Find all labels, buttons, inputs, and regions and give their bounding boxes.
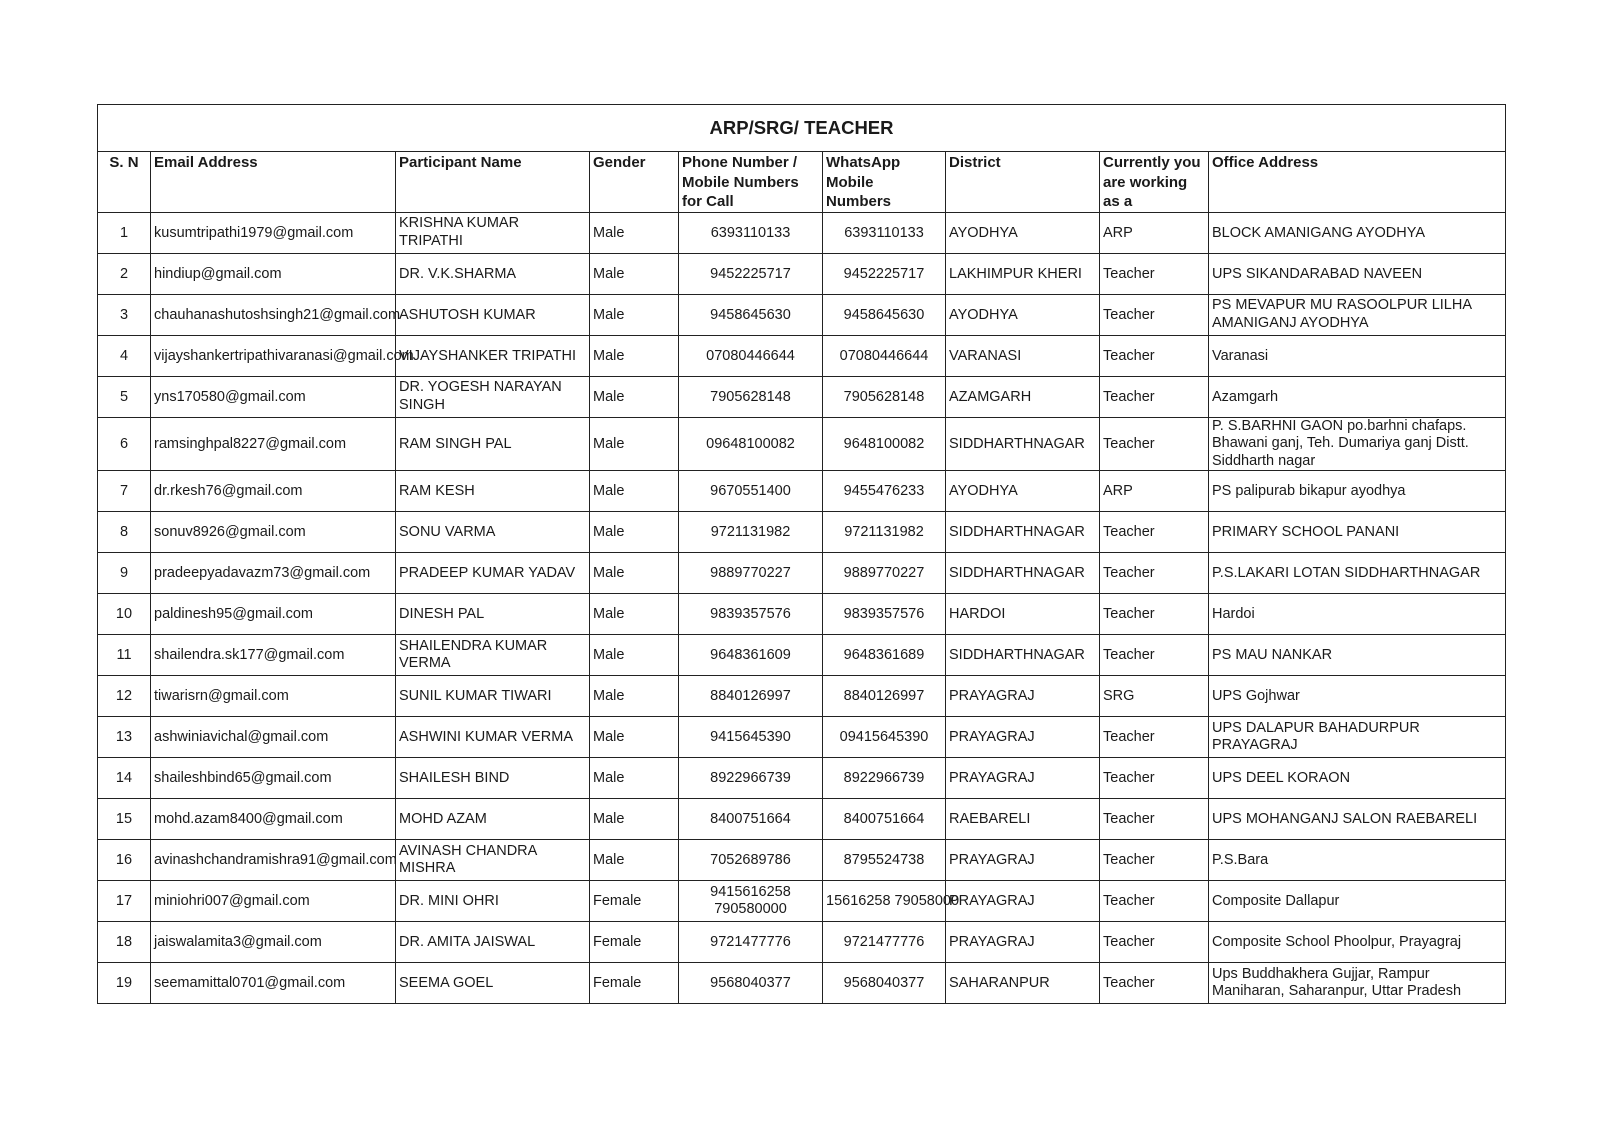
table-row [98,922,1506,963]
cell-district: SIDDHARTHNAGAR [946,417,1100,471]
table-row [98,376,1506,417]
cell-gender: Male [590,335,679,376]
cell-email: miniohri007@gmail.com [151,881,396,922]
cell-phone: 8400751664 [679,799,823,840]
cell-working: Teacher [1100,799,1209,840]
cell-gender: Male [590,840,679,881]
cell-sn: 13 [98,717,151,758]
cell-office: P.S.LAKARI LOTAN SIDDHARTHNAGAR [1209,553,1506,594]
cell-name: DINESH PAL [396,594,590,635]
cell-working: Teacher [1100,417,1209,471]
cell-sn: 8 [98,512,151,553]
cell-working: Teacher [1100,758,1209,799]
cell-gender: Male [590,212,679,253]
cell-sn: 11 [98,635,151,676]
cell-office: Varanasi [1209,335,1506,376]
cell-sn: 14 [98,758,151,799]
table-row [98,594,1506,635]
cell-name: ASHUTOSH KUMAR [396,294,590,335]
cell-gender: Male [590,376,679,417]
table-row [98,471,1506,512]
cell-phone: 9889770227 [679,553,823,594]
cell-gender: Male [590,635,679,676]
cell-whatsapp: 9452225717 [823,253,946,294]
cell-sn: 18 [98,922,151,963]
table-row [98,881,1506,922]
cell-office: PS palipurab bikapur ayodhya [1209,471,1506,512]
cell-district: PRAYAGRAJ [946,676,1100,717]
header-working: Currently you are working as a [1100,152,1209,213]
cell-name: DR. V.K.SHARMA [396,253,590,294]
cell-phone: 9458645630 [679,294,823,335]
cell-gender: Male [590,717,679,758]
cell-name: MOHD AZAM [396,799,590,840]
cell-name: RAM KESH [396,471,590,512]
cell-sn: 1 [98,212,151,253]
table-row [98,553,1506,594]
cell-sn: 3 [98,294,151,335]
cell-working: Teacher [1100,594,1209,635]
cell-sn: 6 [98,417,151,471]
cell-district: PRAYAGRAJ [946,717,1100,758]
cell-email: yns170580@gmail.com [151,376,396,417]
cell-sn: 7 [98,471,151,512]
cell-district: PRAYAGRAJ [946,840,1100,881]
cell-email: shaileshbind65@gmail.com [151,758,396,799]
cell-phone: 7052689786 [679,840,823,881]
cell-gender: Male [590,417,679,471]
cell-working: Teacher [1100,335,1209,376]
cell-phone: 9648361609 [679,635,823,676]
cell-working: SRG [1100,676,1209,717]
cell-district: LAKHIMPUR KHERI [946,253,1100,294]
header-email: Email Address [151,152,396,213]
cell-office: UPS DALAPUR BAHADURPUR PRAYAGRAJ [1209,717,1506,758]
table-row [98,799,1506,840]
cell-sn: 4 [98,335,151,376]
cell-email: ramsinghpal8227@gmail.com [151,417,396,471]
cell-gender: Male [590,471,679,512]
cell-whatsapp: 9455476233 [823,471,946,512]
cell-name: SONU VARMA [396,512,590,553]
table-row [98,253,1506,294]
cell-office: UPS MOHANGANJ SALON RAEBARELI [1209,799,1506,840]
cell-office: PRIMARY SCHOOL PANANI [1209,512,1506,553]
cell-phone: 9670551400 [679,471,823,512]
cell-gender: Male [590,553,679,594]
cell-sn: 2 [98,253,151,294]
cell-working: Teacher [1100,963,1209,1004]
header-name: Participant Name [396,152,590,213]
cell-whatsapp: 09415645390 [823,717,946,758]
cell-district: AYODHYA [946,294,1100,335]
header-row [98,152,1506,213]
table-row [98,512,1506,553]
cell-whatsapp: 9648100082 [823,417,946,471]
cell-office: Azamgarh [1209,376,1506,417]
table-row [98,335,1506,376]
cell-sn: 9 [98,553,151,594]
table-row [98,417,1506,471]
cell-district: AYODHYA [946,471,1100,512]
header-office: Office Address [1209,152,1506,213]
cell-email: paldinesh95@gmail.com [151,594,396,635]
cell-phone: 8922966739 [679,758,823,799]
cell-sn: 12 [98,676,151,717]
cell-email: mohd.azam8400@gmail.com [151,799,396,840]
cell-name: AVINASH CHANDRA MISHRA [396,840,590,881]
cell-whatsapp: 15616258 79058000 [823,881,946,922]
cell-name: SHAILENDRA KUMAR VERMA [396,635,590,676]
cell-gender: Female [590,881,679,922]
cell-whatsapp: 8922966739 [823,758,946,799]
table-row [98,758,1506,799]
cell-email: sonuv8926@gmail.com [151,512,396,553]
cell-name: DR. AMITA JAISWAL [396,922,590,963]
cell-office: BLOCK AMANIGANG AYODHYA [1209,212,1506,253]
cell-whatsapp: 6393110133 [823,212,946,253]
cell-working: Teacher [1100,881,1209,922]
cell-name: SEEMA GOEL [396,963,590,1004]
cell-whatsapp: 9648361689 [823,635,946,676]
header-whatsapp: WhatsApp Mobile Numbers [823,152,946,213]
cell-email: ashwiniavichal@gmail.com [151,717,396,758]
cell-email: chauhanashutoshsingh21@gmail.com [151,294,396,335]
cell-sn: 16 [98,840,151,881]
cell-whatsapp: 9721131982 [823,512,946,553]
table-row [98,635,1506,676]
cell-phone: 8840126997 [679,676,823,717]
cell-email: vijayshankertripathivaranasi@gmail.com [151,335,396,376]
cell-district: AYODHYA [946,212,1100,253]
cell-working: Teacher [1100,635,1209,676]
cell-district: PRAYAGRAJ [946,881,1100,922]
table-row [98,212,1506,253]
cell-phone: 9839357576 [679,594,823,635]
cell-district: PRAYAGRAJ [946,758,1100,799]
cell-district: RAEBARELI [946,799,1100,840]
cell-sn: 15 [98,799,151,840]
cell-email: dr.rkesh76@gmail.com [151,471,396,512]
cell-name: SUNIL KUMAR TIWARI [396,676,590,717]
cell-office: PS MAU NANKAR [1209,635,1506,676]
cell-whatsapp: 8400751664 [823,799,946,840]
cell-gender: Female [590,963,679,1004]
cell-working: Teacher [1100,294,1209,335]
header-phone: Phone Number / Mobile Numbers for Call [679,152,823,213]
participants-table [97,104,1506,1004]
cell-phone: 9721131982 [679,512,823,553]
cell-name: KRISHNA KUMAR TRIPATHI [396,212,590,253]
cell-working: ARP [1100,471,1209,512]
cell-gender: Male [590,594,679,635]
cell-phone: 9721477776 [679,922,823,963]
sheet-title: ARP/SRG/ TEACHER [98,105,1506,152]
cell-email: jaiswalamita3@gmail.com [151,922,396,963]
cell-whatsapp: 9721477776 [823,922,946,963]
cell-email: seemamittal0701@gmail.com [151,963,396,1004]
cell-gender: Male [590,676,679,717]
cell-office: Composite School Phoolpur, Prayagraj [1209,922,1506,963]
cell-email: tiwarisrn@gmail.com [151,676,396,717]
cell-sn: 19 [98,963,151,1004]
table-row [98,840,1506,881]
cell-district: PRAYAGRAJ [946,922,1100,963]
cell-whatsapp: 8795524738 [823,840,946,881]
cell-name: ASHWINI KUMAR VERMA [396,717,590,758]
header-sn: S. N [98,152,151,213]
cell-office: P. S.BARHNI GAON po.barhni chafaps. Bhawani ganj, Teh. Dumariya ganj Distt. Siddharth nagar [1209,417,1506,471]
table-row [98,676,1506,717]
cell-email: avinashchandramishra91@gmail.com [151,840,396,881]
cell-office: UPS SIKANDARABAD NAVEEN [1209,253,1506,294]
cell-gender: Male [590,294,679,335]
cell-phone: 6393110133 [679,212,823,253]
cell-district: VARANASI [946,335,1100,376]
cell-working: Teacher [1100,376,1209,417]
cell-gender: Male [590,758,679,799]
cell-name: DR. MINI OHRI [396,881,590,922]
cell-name: VIJAYSHANKER TRIPATHI [396,335,590,376]
table-row [98,963,1506,1004]
cell-district: SAHARANPUR [946,963,1100,1004]
cell-gender: Male [590,512,679,553]
cell-sn: 10 [98,594,151,635]
cell-whatsapp: 8840126997 [823,676,946,717]
cell-district: SIDDHARTHNAGAR [946,512,1100,553]
cell-email: kusumtripathi1979@gmail.com [151,212,396,253]
cell-gender: Male [590,253,679,294]
cell-whatsapp: 07080446644 [823,335,946,376]
cell-sn: 17 [98,881,151,922]
header-gender: Gender [590,152,679,213]
cell-phone: 9415616258 790580000 [679,881,823,922]
cell-email: pradeepyadavazm73@gmail.com [151,553,396,594]
cell-whatsapp: 9839357576 [823,594,946,635]
cell-name: RAM SINGH PAL [396,417,590,471]
cell-whatsapp: 9568040377 [823,963,946,1004]
cell-phone: 9452225717 [679,253,823,294]
cell-email: hindiup@gmail.com [151,253,396,294]
cell-office: Composite Dallapur [1209,881,1506,922]
table-row [98,717,1506,758]
cell-whatsapp: 9458645630 [823,294,946,335]
cell-name: PRADEEP KUMAR YADAV [396,553,590,594]
cell-office: Ups Buddhakhera Gujjar, Rampur Maniharan, Saharanpur, Uttar Pradesh [1209,963,1506,1004]
cell-district: HARDOI [946,594,1100,635]
title-row [98,105,1506,152]
cell-district: AZAMGARH [946,376,1100,417]
cell-working: Teacher [1100,840,1209,881]
cell-phone: 7905628148 [679,376,823,417]
cell-phone: 07080446644 [679,335,823,376]
cell-whatsapp: 7905628148 [823,376,946,417]
cell-working: Teacher [1100,922,1209,963]
cell-office: UPS Gojhwar [1209,676,1506,717]
cell-office: P.S.Bara [1209,840,1506,881]
header-district: District [946,152,1100,213]
cell-working: ARP [1100,212,1209,253]
cell-working: Teacher [1100,553,1209,594]
cell-gender: Male [590,799,679,840]
cell-phone: 9568040377 [679,963,823,1004]
cell-name: SHAILESH BIND [396,758,590,799]
cell-name: DR. YOGESH NARAYAN SINGH [396,376,590,417]
cell-email: shailendra.sk177@gmail.com [151,635,396,676]
cell-phone: 9415645390 [679,717,823,758]
cell-working: Teacher [1100,512,1209,553]
cell-office: PS MEVAPUR MU RASOOLPUR LILHA AMANIGANJ AYODHYA [1209,294,1506,335]
cell-office: Hardoi [1209,594,1506,635]
cell-working: Teacher [1100,717,1209,758]
cell-phone: 09648100082 [679,417,823,471]
cell-district: SIDDHARTHNAGAR [946,635,1100,676]
cell-gender: Female [590,922,679,963]
table-row [98,294,1506,335]
cell-whatsapp: 9889770227 [823,553,946,594]
cell-sn: 5 [98,376,151,417]
cell-district: SIDDHARTHNAGAR [946,553,1100,594]
cell-working: Teacher [1100,253,1209,294]
cell-office: UPS DEEL KORAON [1209,758,1506,799]
